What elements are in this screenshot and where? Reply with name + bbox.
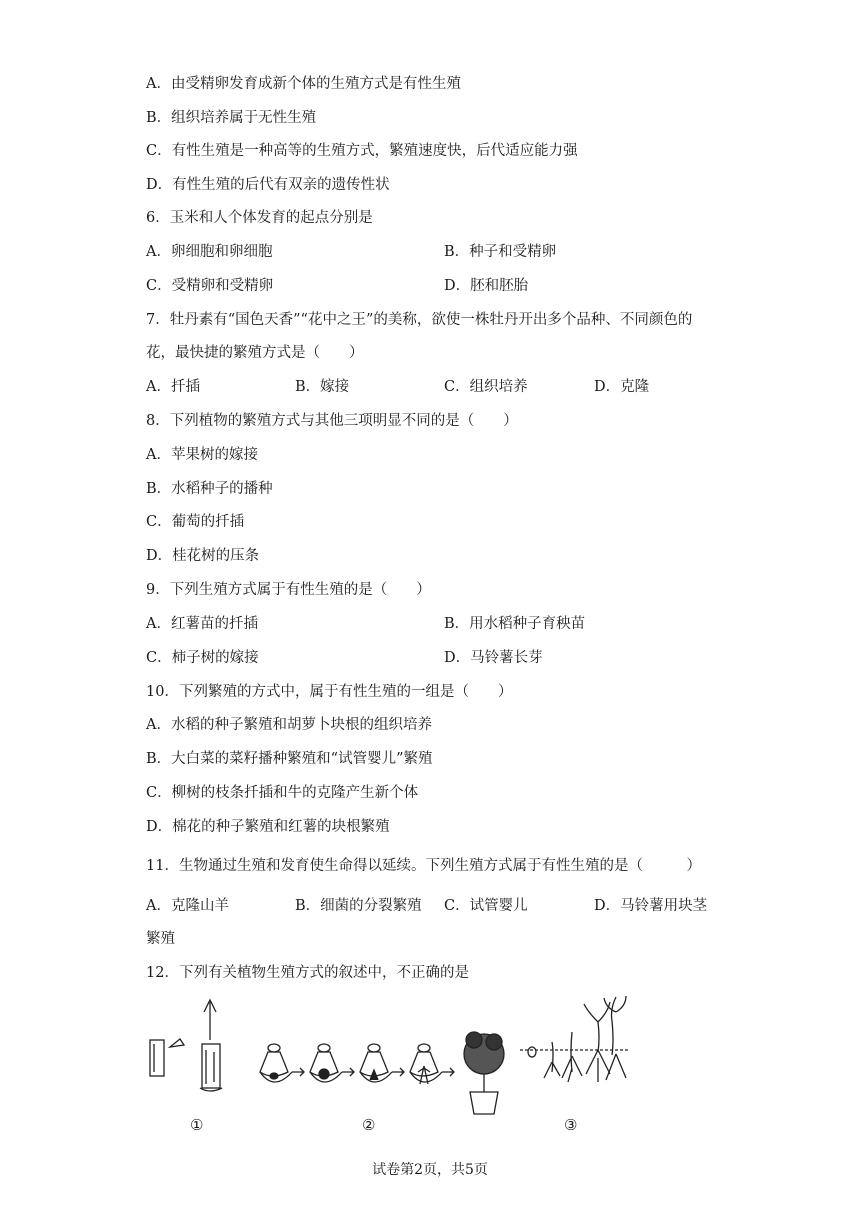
q5-option-a: A．由受精卵发育成新个体的生殖方式是有性生殖: [146, 76, 461, 92]
q9-option-d: D．马铃薯长芽: [444, 650, 543, 666]
q10-stem: 10．下列繁殖的方式中，属于有性生殖的一组是（ ）: [146, 684, 513, 700]
tissue-culture-illustration: [260, 1032, 504, 1114]
q11-option-d: D．马铃薯用块茎: [594, 898, 708, 914]
q7-option-a: A．扦插: [146, 379, 200, 395]
q5-option-d: D．有性生殖的后代有双亲的遗传性状: [146, 177, 390, 193]
q7-option-d: D．克隆: [594, 379, 650, 395]
q12-stem: 12．下列有关植物生殖方式的叙述中，不正确的是: [146, 965, 469, 981]
q7-option-c: C．组织培养: [444, 379, 528, 395]
q8-option-a: A．苹果树的嫁接: [146, 447, 258, 463]
q8-option-d: D．桂花树的压条: [146, 548, 260, 564]
grafting-illustration: [150, 1000, 222, 1091]
q6-option-b: B．种子和受精卵: [444, 244, 557, 260]
q11-option-a: A．克隆山羊: [146, 898, 229, 914]
q11-option-b: B．细菌的分裂繁殖: [295, 898, 422, 914]
q9-option-a: A．红薯苗的扦插: [146, 616, 258, 632]
q9-stem: 9．下列生殖方式属于有性生殖的是（ ）: [146, 582, 431, 598]
q7-stem-line1: 7．牡丹素有“国色天香”“花中之王”的美称，欲使一株牡丹开出多个品种、不同颜色的: [146, 312, 693, 328]
figure-label-2: ②: [362, 1116, 376, 1134]
q9-option-c: C．柿子树的嫁接: [146, 650, 259, 666]
q11-stem: 11．生物通过生殖和发育使生命得以延续。下列生殖方式属于有性生殖的是（ ）: [146, 858, 701, 874]
q10-option-d: D．棉花的种子繁殖和红薯的块根繁殖: [146, 819, 390, 835]
q11-option-c: C．试管婴儿: [444, 898, 528, 914]
q8-stem: 8．下列植物的繁殖方式与其他三项明显不同的是（ ）: [146, 413, 518, 429]
q6-option-a: A．卵细胞和卵细胞: [146, 244, 273, 260]
q8-option-c: C．葡萄的扦插: [146, 514, 245, 530]
q10-option-a: A．水稻的种子繁殖和胡萝卜块根的组织培养: [146, 717, 432, 733]
q6-stem: 6．玉米和人个体发育的起点分别是: [146, 210, 373, 226]
q5-option-b: B．组织培养属于无性生殖: [146, 110, 317, 126]
figure-label-1: ①: [190, 1116, 204, 1134]
q5-option-c: C．有性生殖是一种高等的生殖方式，繁殖速度快，后代适应能力强: [146, 143, 578, 159]
seedling-illustration: [520, 996, 630, 1082]
q9-option-b: B．用水稻种子育秧苗: [444, 616, 586, 632]
figure-label-3: ③: [564, 1116, 578, 1134]
q7-stem-line2: 花，最快捷的繁殖方式是（ ）: [146, 345, 364, 361]
page-footer: 试卷第2页，共5页: [372, 1162, 488, 1178]
q6-option-c: C．受精卵和受精卵: [146, 278, 274, 294]
q11-option-d-continued: 繁殖: [146, 931, 175, 947]
q10-option-b: B．大白菜的菜籽播种繁殖和“试管婴儿”繁殖: [146, 751, 433, 767]
q12-figure: [140, 992, 640, 1142]
q8-option-b: B．水稻种子的播种: [146, 481, 273, 497]
q7-option-b: B．嫁接: [295, 379, 350, 395]
q6-option-d: D．胚和胚胎: [444, 278, 529, 294]
q10-option-c: C．柳树的枝条扦插和牛的克隆产生新个体: [146, 785, 419, 801]
